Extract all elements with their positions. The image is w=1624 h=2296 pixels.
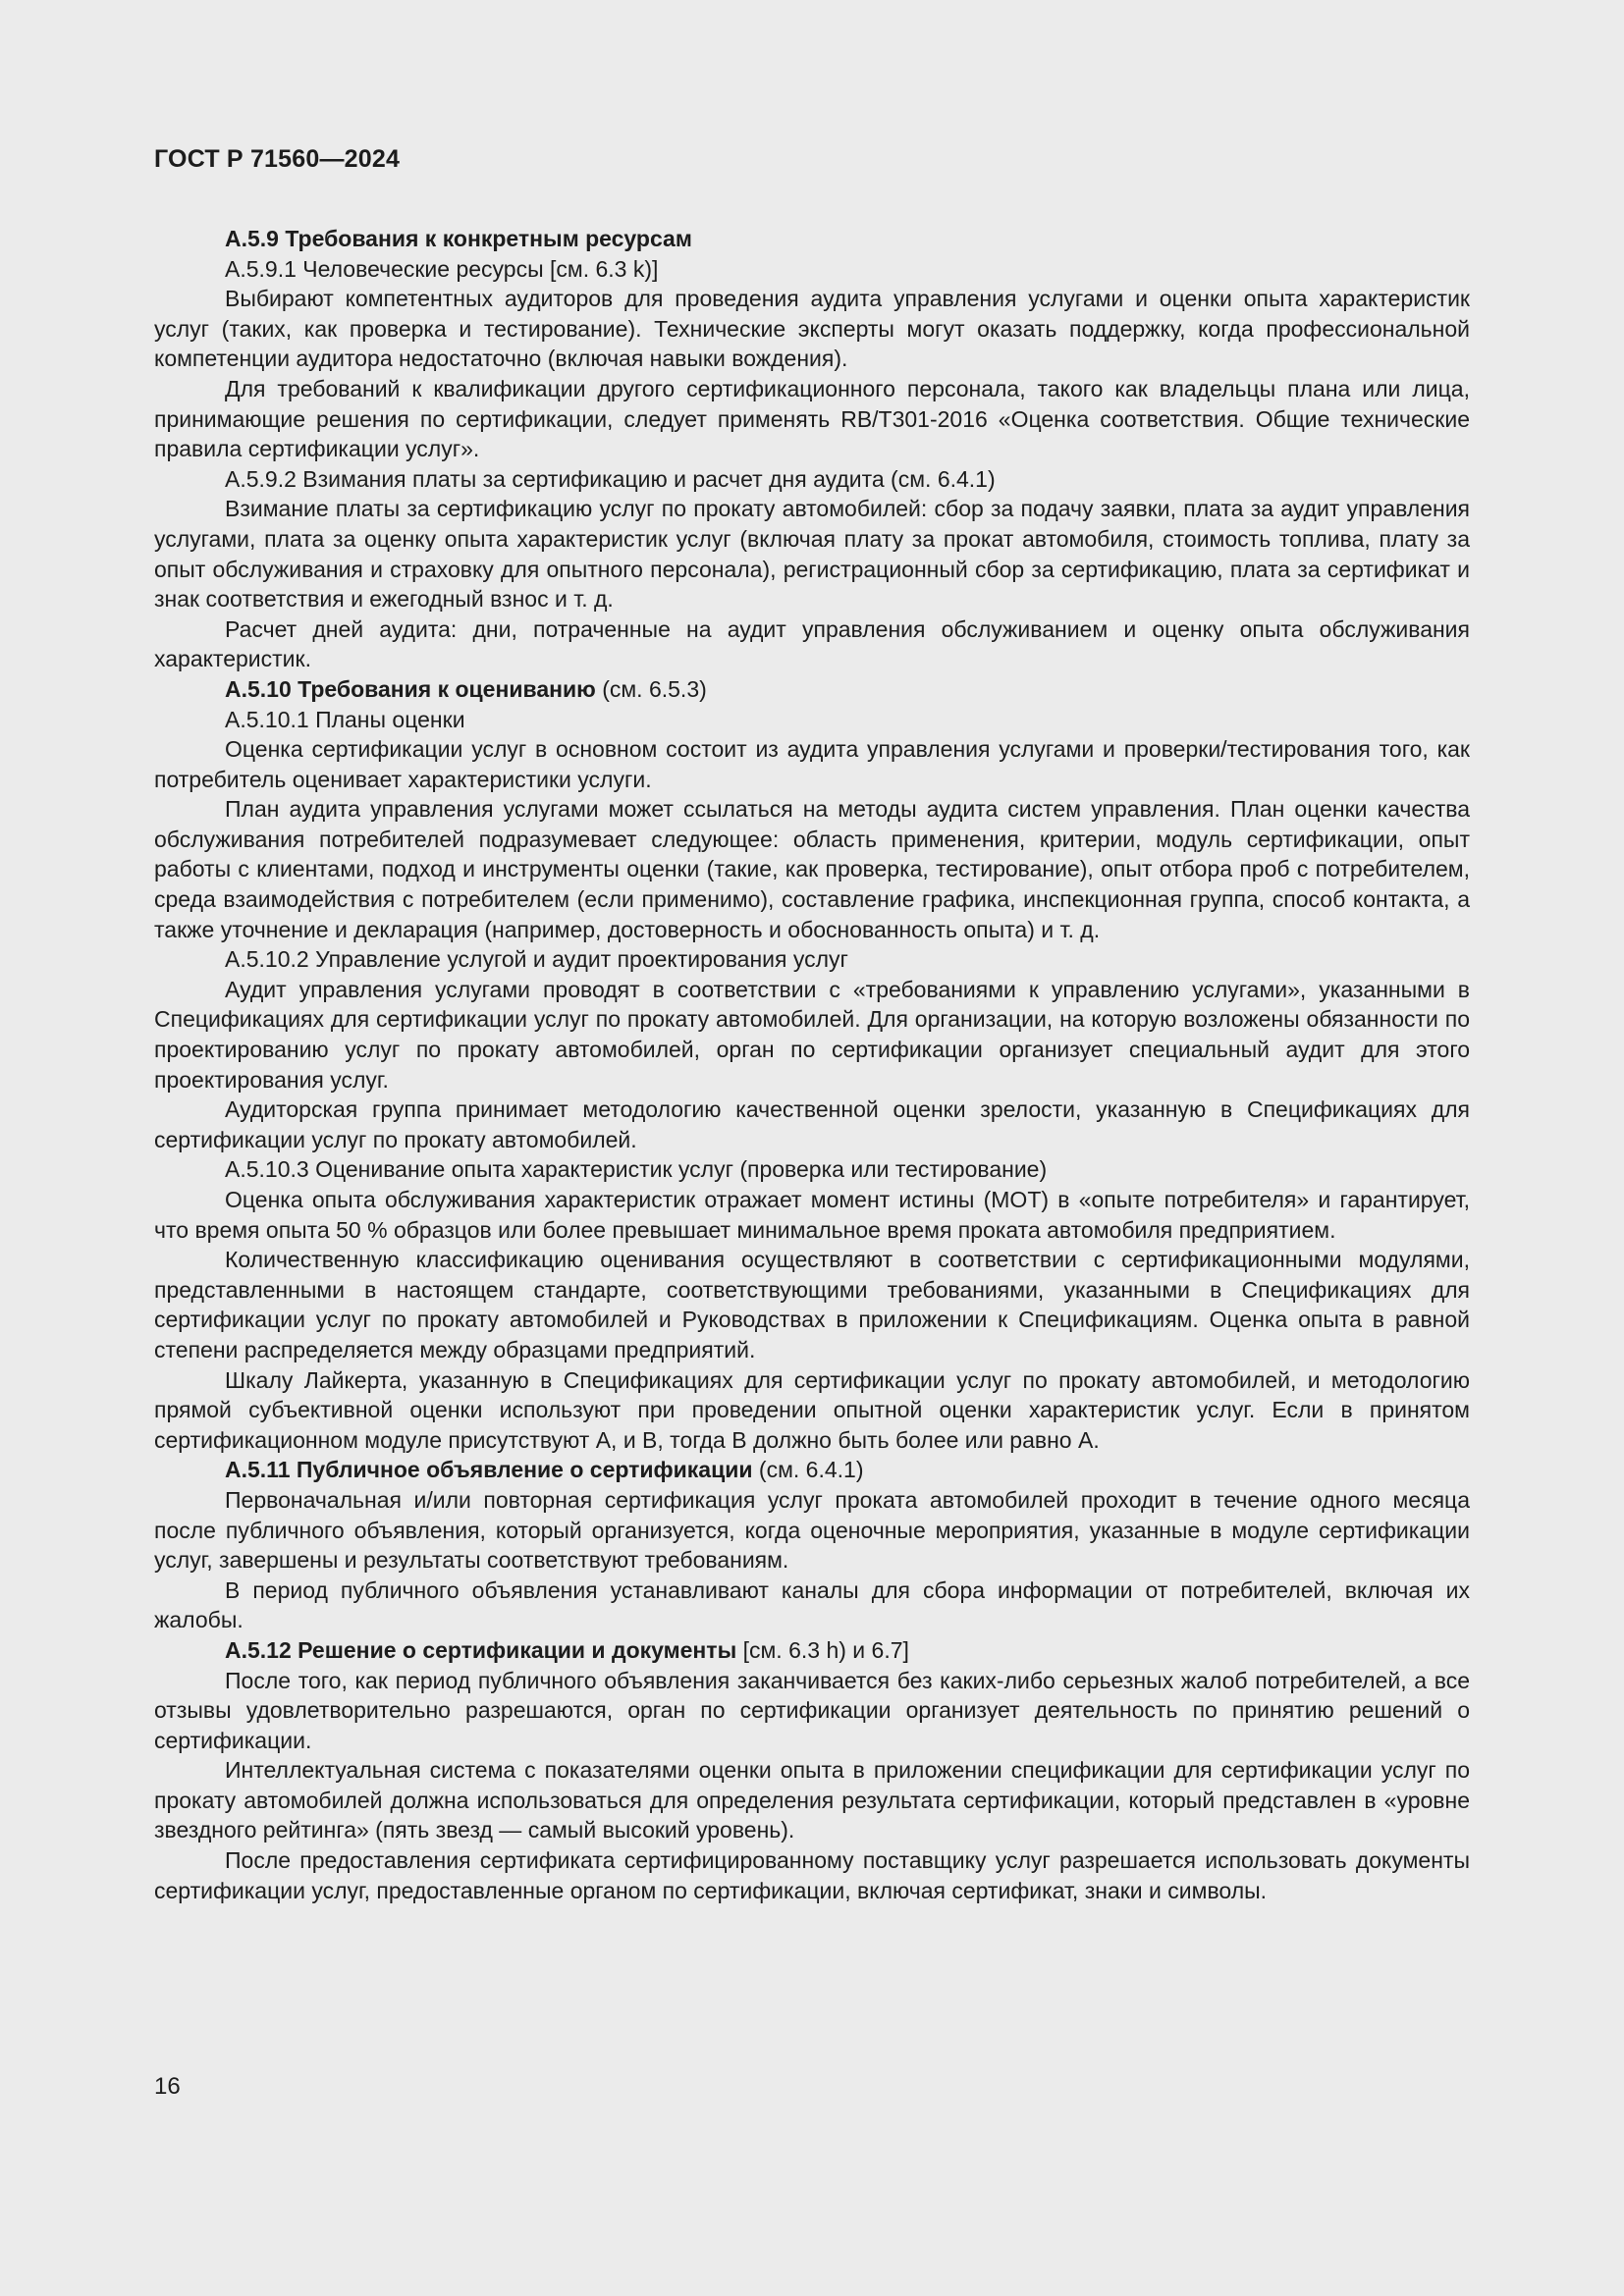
paragraph: План аудита управления услугами может ссылаться на методы аудита систем управления. План оценки качества обслуживания потребителей подразумевает следующее: область применения, критерии, модуль сертификации, опыт работы с клиентами, подход и инструменты оценки (такие, как проверка, тестирование), опыт отбора проб с потребителем, среда взаимодействия с потребителем (если применимо), составление графика, инспекционная группа, способ контакта, а также уточнение и декларация (например, достоверность и обоснованность опыта) и т. д. [154, 796, 1470, 942]
paragraph: Аудит управления услугами проводят в соответствии с «требованиями к управлению услугами», указанными в Спецификациях для сертификации услуг по прокату автомобилей. Для организации, на которую возложены обязанности по проектированию услуг по прокату автомобилей, орган по сертификации организует специальный аудит для этого проектирования услуг. [154, 976, 1470, 1093]
paragraph: Расчет дней аудита: дни, потраченные на аудит управления обслуживанием и оценку опыта обслуживания характеристик. [154, 615, 1470, 672]
section-heading-bold: А.5.12 Решение о сертификации и документы [225, 1636, 737, 1663]
paragraph: Для требований к квалификации другого сертификационного персонала, такого как владельцы плана или лица, принимающие решения по сертификации, следует применять RB/T301-2016 «Оценка соответствия. Общие технические правила сертификации услуг». [154, 375, 1470, 462]
subsection-heading-a-5-10-3: А.5.10.3 Оценивание опыта характеристик услуг (проверка или тестирование) [225, 1156, 1048, 1183]
paragraph: После предоставления сертификата сертифицированному поставщику услуг разрешается использовать документы сертификации услуг, предоставленные органом по сертификации, включая сертификат, знаки и символы. [154, 1847, 1470, 1903]
paragraph: Количественную классификацию оценивания осуществляют в соответствии с сертификационными модулями, представленными в настоящем стандарте, соответствующими требованиями, указанными в Спецификациях для сертификации услуг по прокату автомобилей и Руководствах в приложении к Спецификациям. Оценка опыта в равной степени распределяется между образцами предприятий. [154, 1247, 1470, 1362]
paragraph: Взимание платы за сертификацию услуг по прокату автомобилей: сбор за подачу заявки, плата за аудит управления услугами, плата за оценку опыта характеристик услуг (включая плату за прокат автомобиля, стоимость топлива, плату за опыт обслуживания и страховку для опытного персонала), регистрационный сбор за сертификацию, плата за сертификат и знак соответствия и ежегодный взнос и т. д. [154, 496, 1470, 613]
document-code-header: ГОСТ Р 71560—2024 [154, 145, 401, 173]
section-heading-reference: [см. 6.3 h) и 6.7] [736, 1636, 909, 1663]
page-number: 16 [154, 2073, 181, 2100]
paragraph: Шкалу Лайкерта, указанную в Спецификациях для сертификации услуг по прокату автомобилей, и методологию прямой субъективной оценки используют при проведении опытной оценки характеристик услуг. Если в принятом сертификационном модуле присутствуют А, и В, тогда В должно быть более или равно А. [154, 1366, 1470, 1453]
paragraph: Выбирают компетентных аудиторов для проведения аудита управления услугами и оценки опыта характеристик услуг (таких, как проверка и тестирование). Технические эксперты могут оказать поддержку, когда профессиональной компетенции аудитора недостаточно (включая навыки вождения). [154, 286, 1470, 372]
paragraph: В период публичного объявления устанавливают каналы для сбора информации от потребителей, включая их жалобы. [154, 1576, 1470, 1633]
paragraph: Первоначальная и/или повторная сертификация услуг проката автомобилей проходит в течение одного месяца после публичного объявления, который организуется, когда оценочные мероприятия, указанные в модуле сертификации услуг, завершены и результаты соответствуют требованиям. [154, 1486, 1470, 1574]
section-heading-bold: А.5.11 Публичное объявление о сертификации [225, 1457, 753, 1483]
section-heading-a-5-9 [154, 224, 1470, 254]
paragraph: Аудиторская группа принимает методологию качественной оценки зрелости, указанную в Спецификациях для сертификации услуг по прокату автомобилей. [154, 1096, 1470, 1152]
subsection-heading-a-5-10-2: А.5.10.2 Управление услугой и аудит проектирования услуг [225, 946, 848, 973]
section-heading-bold: А.5.9 Требования к конкретным ресурсам [225, 226, 692, 251]
paragraph: Интеллектуальная система с показателями оценки опыта в приложении спецификации для сертификации услуг по прокату автомобилей должна использоваться для определения результата сертификации, который представлен в «уровне звездного рейтинга» (пять звезд — самый высокий уровень). [154, 1757, 1470, 1843]
subsection-heading-a-5-9-2: А.5.9.2 Взимания платы за сертификацию и расчет дня аудита (см. 6.4.1) [225, 465, 996, 492]
section-heading-reference: (см. 6.4.1) [752, 1457, 864, 1483]
section-heading-a-5-12 [154, 1635, 1470, 1666]
paragraph: Оценка сертификации услуг в основном состоит из аудита управления услугами и проверки/тестирования того, как потребитель оценивает характеристики услуги. [154, 736, 1470, 792]
subsection-heading-a-5-10-1: А.5.10.1 Планы оценки [225, 706, 465, 732]
subsection-heading-a-5-9-1: А.5.9.1 Человеческие ресурсы [см. 6.3 k)] [225, 255, 659, 282]
section-heading-a-5-10 [154, 674, 1470, 705]
paragraph: Оценка опыта обслуживания характеристик отражает момент истины (МОТ) в «опыте потребителя» и гарантирует, что время опыта 50 % образцов или более превышает минимальное время проката автомобиля предприятием. [154, 1187, 1470, 1243]
section-heading-reference: (см. 6.5.3) [595, 675, 707, 702]
section-heading-bold: А.5.10 Требования к оцениванию [225, 675, 596, 702]
paragraph: После того, как период публичного объявления заканчивается без каких-либо серьезных жалоб потребителей, а все отзывы удовлетворительно разрешаются, орган по сертификации организует деятельность по принятию решений о сертификации. [154, 1667, 1470, 1753]
section-heading-a-5-11 [154, 1455, 1470, 1485]
document-body [154, 224, 1470, 1905]
